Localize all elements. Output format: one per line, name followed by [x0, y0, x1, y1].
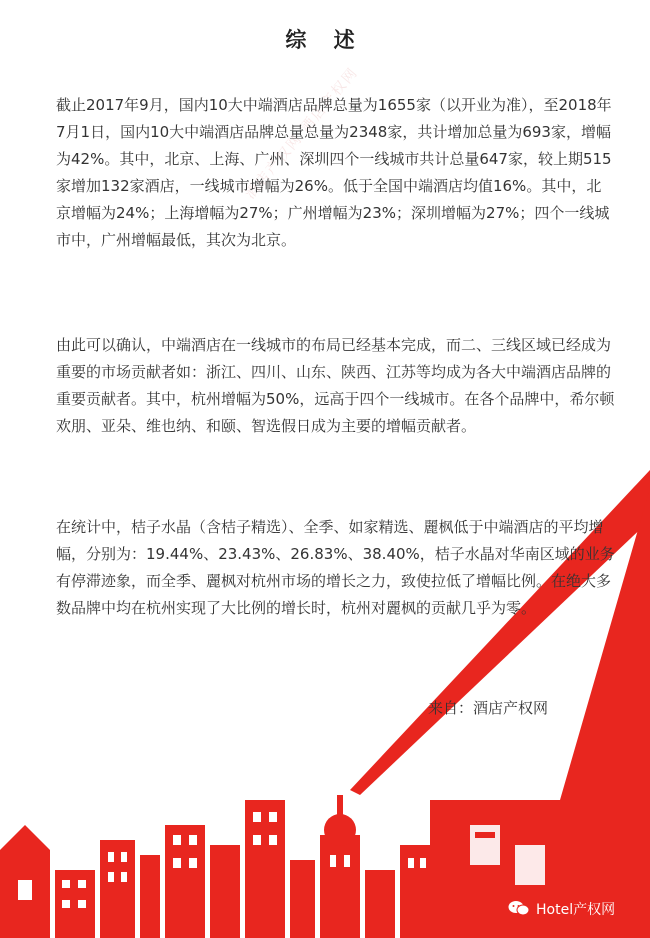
brand-label: Hotel产权网: [536, 902, 616, 918]
paragraph-summary: 截止2017年9月，国内10大中端酒店品牌总量为1655家（以开业为准），至2018年7月1日，国内10大中端酒店品牌总量总量为2348家，共计增加总量为693家，增幅为42%。其中，北京、上海、广州、深圳四个一线城市共计总量647家，较上期515家增加132家酒店，一线城市增幅为26%。低于全国中端酒店均值16%。其中，北京增幅为24%；上海增幅为27%；广州增幅为23%；深圳增幅为27%；四个一线城市中，广州增幅最低，其次为北京。: [56, 96, 612, 249]
paragraph-regional: 由此可以确认，中端酒店在一线城市的布局已经基本完成，而二、三线区域已经成为重要的市场贡献者如：浙江、四川、山东、陕西、江苏等均成为各大中端酒店品牌的重要贡献者。其中，杭州增幅为50%，远高于四个一线城市。在各个品牌中，希尔顿欢朋、亚朵、维也纳、和颐、智选假日成为主要的增幅贡献者。: [56, 336, 615, 435]
watermark-text: 酒店产权网 酒店产权网: [242, 64, 362, 203]
paragraph-brands: 在统计中，桔子水晶（含桔子精选）、全季、如家精选、麗枫低于中端酒店的平均增幅，分别为：19.44%、23.43%、26.83%、38.40%，桔子水晶对华南区域的业务有停滞迹象，而全季、麗枫对杭州市场的增长之力，致使拉低了增幅比例。在绝大多数品牌中均在杭州实现了大比例的增长时，杭州对麗枫的贡献几乎为零。: [56, 518, 615, 617]
wechat-icon: [508, 900, 530, 916]
page-title: 综 述: [285, 28, 365, 52]
source-attribution: 来自：酒店产权网: [428, 699, 549, 717]
